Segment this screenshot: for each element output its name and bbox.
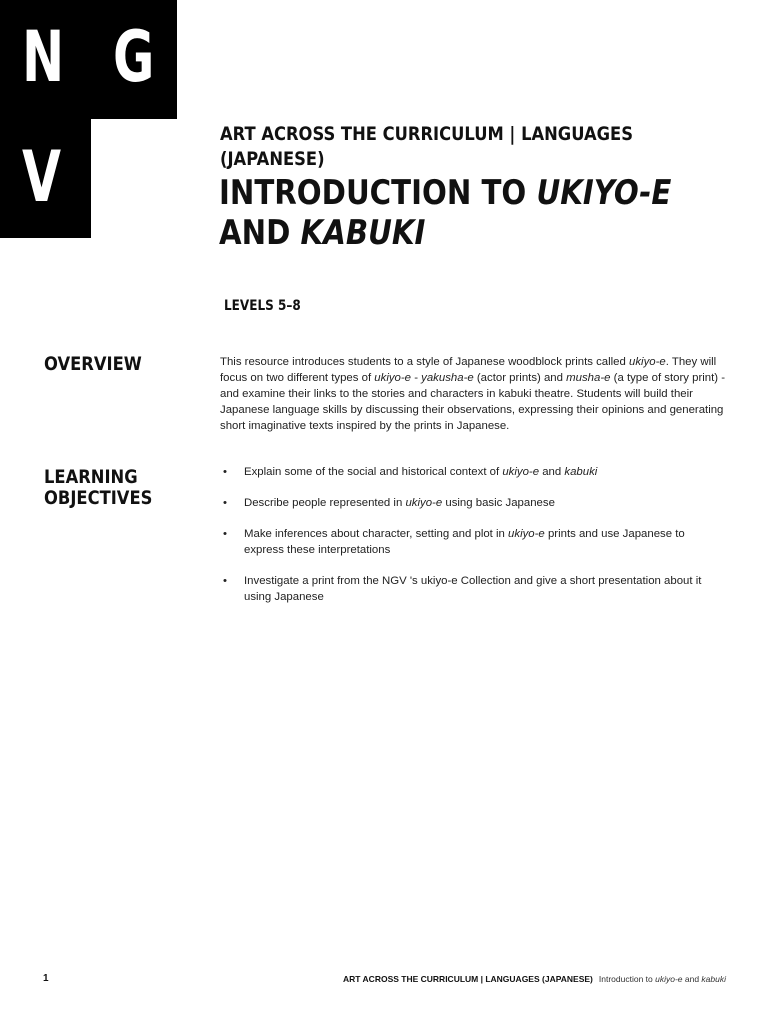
learning-objectives-heading bbox=[44, 467, 152, 509]
page-title bbox=[219, 173, 672, 253]
overview-text: (a type of story print) - and examine their links to the stories and characters in kabuki theatre. Students will build their Japanese language skills by discussing their observations, expressing their opinions and generating short imaginative texts inspired by the prints in Japanese. bbox=[220, 372, 726, 432]
levels-label: LEVELS 5–8 bbox=[224, 298, 301, 314]
objective-emphasis: ukiyo-e bbox=[502, 466, 540, 478]
objective-text: Explain some of the social and historical context of bbox=[244, 466, 503, 478]
objectives-list bbox=[220, 464, 720, 620]
objectives-heading-line-1: LEARNING bbox=[44, 466, 138, 488]
kicker-line-2: (JAPANESE) bbox=[220, 148, 325, 170]
objective-text: Make inferences about character, setting and plot in bbox=[244, 528, 509, 540]
page-number: 1 bbox=[43, 973, 49, 984]
overview-text: (actor prints) and bbox=[473, 372, 567, 384]
footer-emphasis: ukiyo-e bbox=[655, 974, 683, 984]
objective-emphasis: ukiyo-e bbox=[508, 528, 545, 540]
title-emphasis: KABUKI bbox=[300, 213, 426, 253]
overview-text: This resource introduces students to a style of Japanese woodblock prints called bbox=[220, 356, 630, 368]
objective-text: Investigate a print from the NGV 's ukiyo-e Collection and give a short presentation about it using Japanese bbox=[244, 575, 702, 603]
footer-text: and bbox=[682, 974, 702, 984]
objective-text: prints and use Japanese to express these interpretations bbox=[244, 528, 685, 556]
objective-text: using basic Japanese bbox=[442, 497, 555, 509]
objective-item bbox=[220, 526, 720, 558]
document-kicker bbox=[220, 122, 633, 172]
objective-item bbox=[220, 495, 720, 511]
overview-emphasis: ukiyo-e bbox=[374, 372, 412, 384]
objective-text: and bbox=[539, 466, 565, 478]
overview-heading: OVERVIEW bbox=[44, 353, 142, 375]
ngv-logo-letter-n: N bbox=[22, 16, 65, 98]
footer-series-title: ART ACROSS THE CURRICULUM | LANGUAGES (JAPANESE) bbox=[343, 974, 593, 984]
page-footer bbox=[343, 974, 726, 984]
objective-text: Describe people represented in bbox=[244, 497, 406, 509]
title-text: INTRODUCTION TO bbox=[219, 173, 537, 213]
overview-text: . They will focus on two different types of bbox=[220, 356, 717, 384]
overview-emphasis: ukiyo-e bbox=[629, 356, 666, 368]
title-emphasis: UKIYO-E bbox=[536, 173, 672, 213]
ngv-logo-letter-g: G bbox=[113, 16, 155, 98]
title-line-1 bbox=[219, 173, 672, 213]
footer-text: Introduction to bbox=[598, 974, 656, 984]
objectives-heading-line-2: OBJECTIVES bbox=[44, 487, 153, 509]
footer-emphasis: kabuki bbox=[701, 974, 726, 984]
kicker-line-1: ART ACROSS THE CURRICULUM | LANGUAGES bbox=[220, 123, 633, 145]
overview-emphasis: yakusha-e bbox=[421, 372, 474, 384]
overview-text: - bbox=[411, 372, 422, 384]
overview-emphasis: musha-e bbox=[566, 372, 611, 384]
objective-emphasis: kabuki bbox=[564, 466, 598, 478]
objective-item bbox=[220, 464, 720, 480]
ngv-logo-letter-v: V bbox=[22, 136, 62, 218]
objective-emphasis: ukiyo-e bbox=[405, 497, 443, 509]
footer-document-title bbox=[599, 974, 726, 984]
overview-paragraph bbox=[220, 354, 730, 434]
objective-item bbox=[220, 573, 720, 605]
title-line-2 bbox=[219, 213, 666, 253]
title-text: AND bbox=[219, 213, 301, 253]
